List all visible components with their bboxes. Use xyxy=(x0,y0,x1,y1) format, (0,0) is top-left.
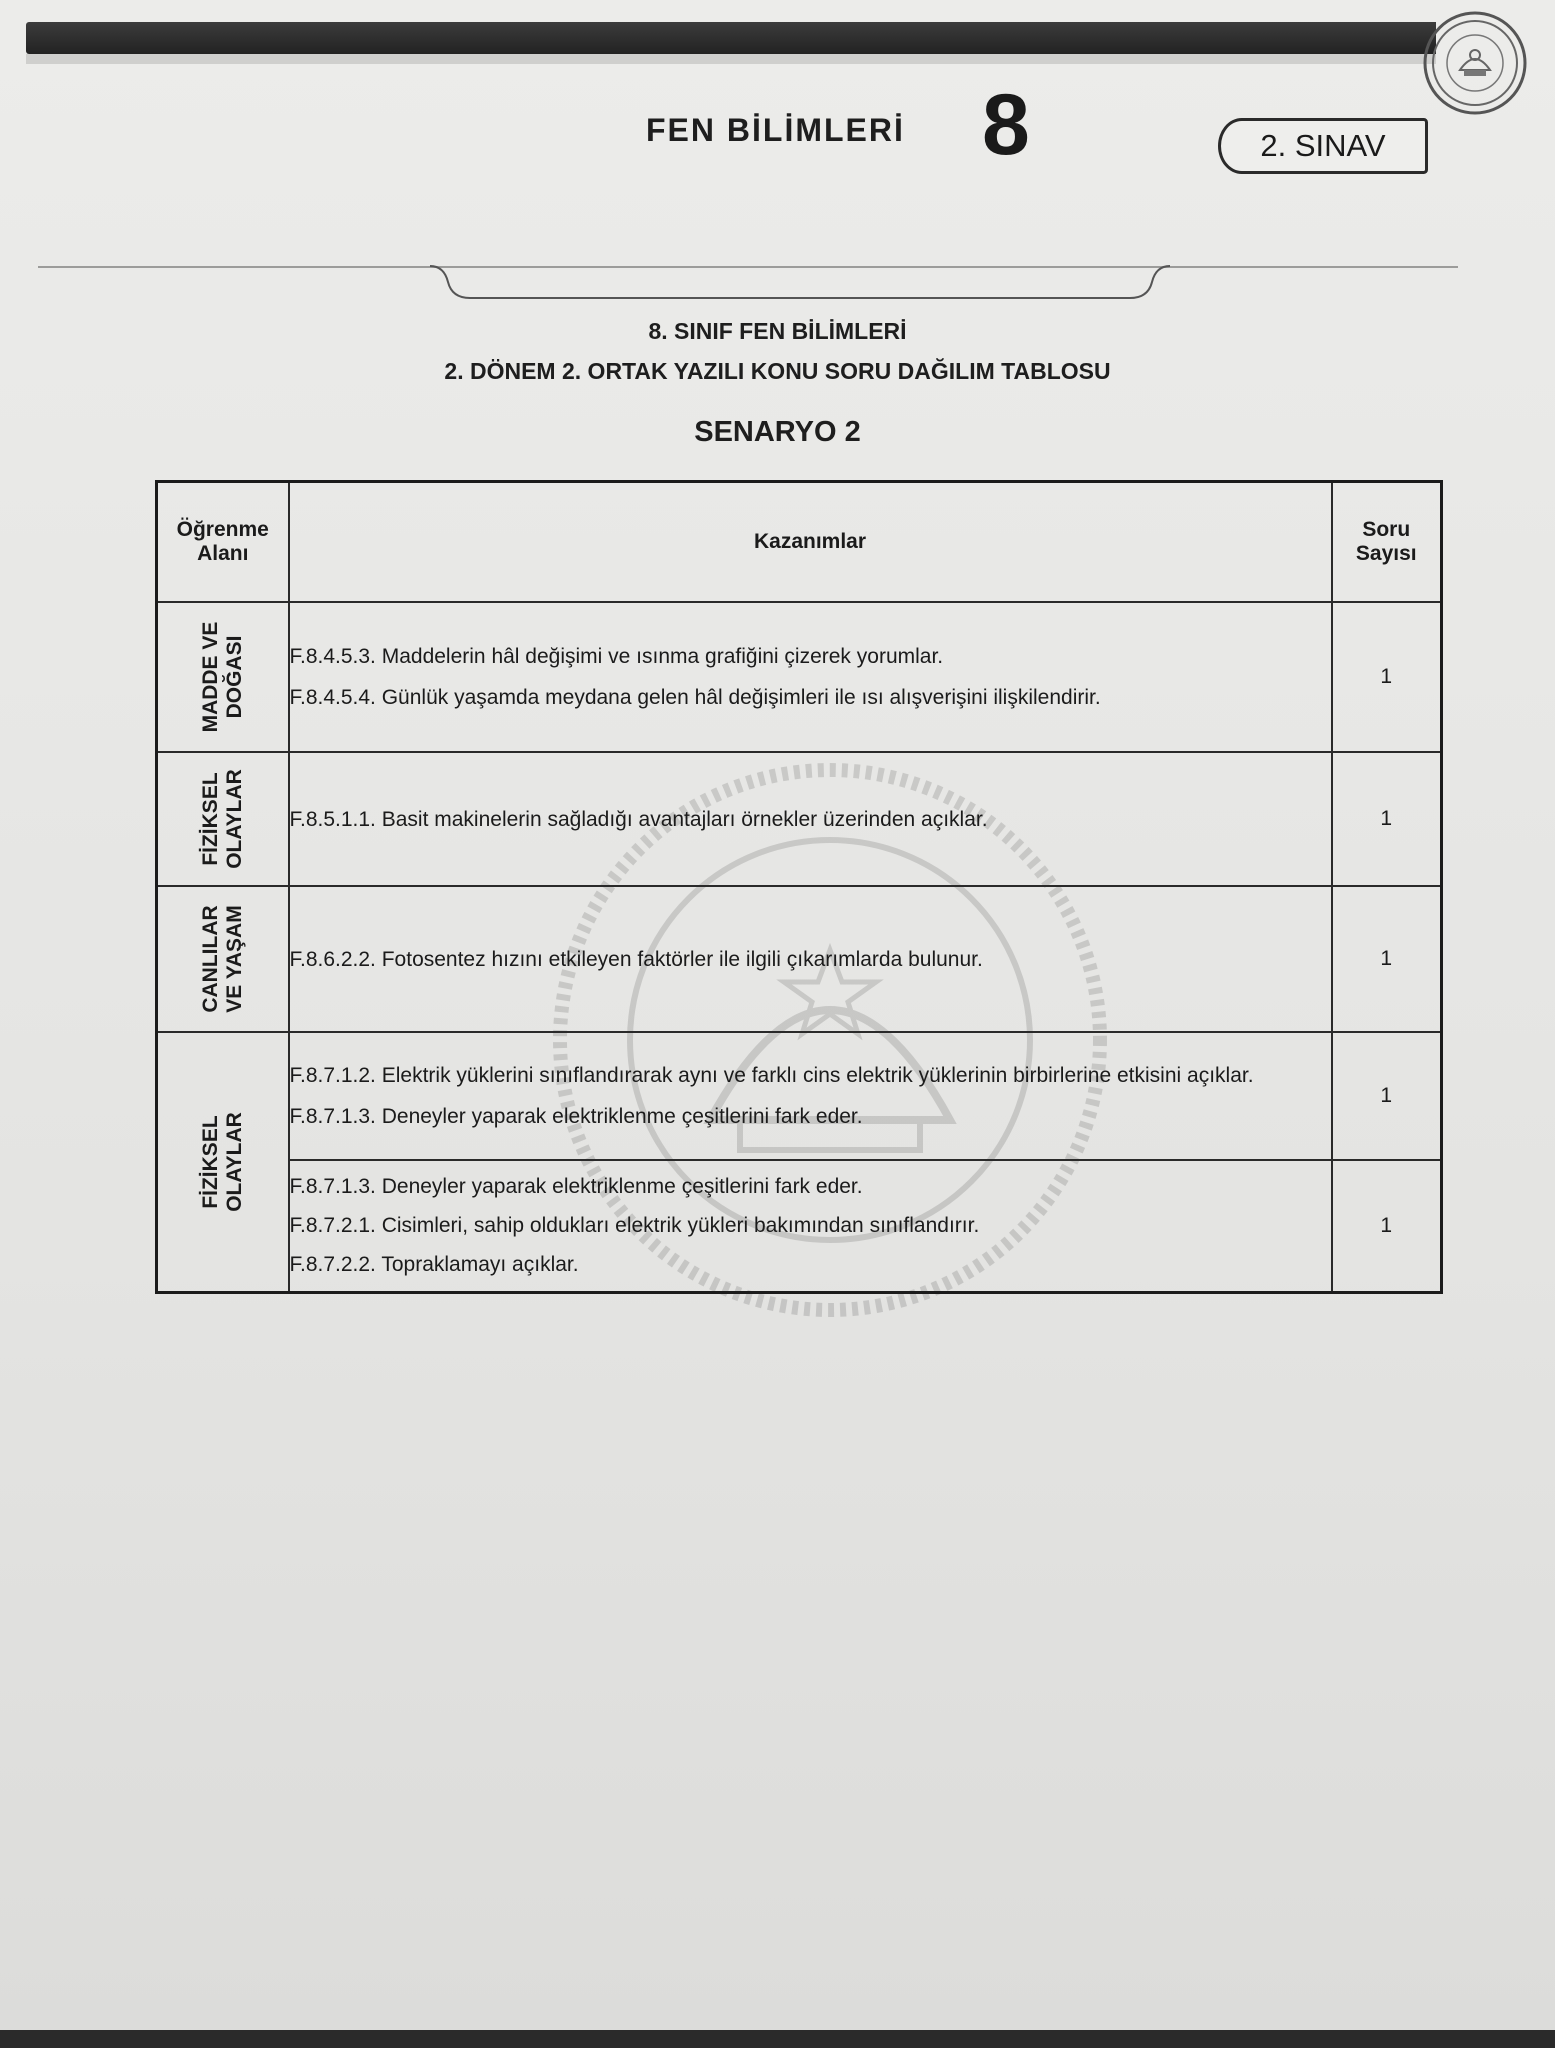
count-cell: 1 xyxy=(1332,1032,1442,1160)
area-cell xyxy=(157,1032,289,1292)
table-row xyxy=(157,1032,1442,1160)
subject-title: FEN BİLİMLERİ xyxy=(646,112,905,148)
divider-tab-shape xyxy=(430,262,1170,302)
outcome-item: F.8.7.2.1. Cisimleri, sahip oldukları elektrik yükleri bakımından sınıflandırır. xyxy=(289,1214,980,1238)
table-row xyxy=(157,602,1442,752)
table-row xyxy=(157,886,1442,1032)
outcomes-cell xyxy=(289,602,1332,752)
table-row xyxy=(157,752,1442,886)
table-row xyxy=(157,1160,1442,1292)
table-header-row xyxy=(157,482,1442,603)
area-cell xyxy=(157,602,289,752)
outcomes-cell xyxy=(289,1032,1332,1160)
outcome-item: F.8.7.1.3. Deneyler yaparak elektriklenme çeşitlerini fark eder. xyxy=(289,1175,863,1199)
count-cell: 1 xyxy=(1332,752,1442,886)
outcome-item: F.8.6.2.2. Fotosentez hızını etkileyen faktörler ile ilgili çıkarımlarda bulunur. xyxy=(289,947,983,971)
top-dark-band xyxy=(26,22,1436,54)
top-light-band xyxy=(26,54,1436,64)
outcome-item: F.8.7.1.2. Elektrik yüklerini sınıflandırarak aynı ve farklı cins elektrik yüklerinin birbirlerine etkisini açıklar. xyxy=(289,1064,1254,1087)
outcome-item: F.8.7.1.3. Deneyler yaparak elektriklenme çeşitlerini fark eder. xyxy=(289,1105,863,1128)
outcomes-cell xyxy=(289,752,1332,886)
area-label: MADDE VE DOĞASI xyxy=(198,621,246,733)
outcome-item: F.8.4.5.3. Maddelerin hâl değişimi ve ısınma grafiğini çizerek yorumlar. xyxy=(289,645,944,668)
scenario-title: SENARYO 2 xyxy=(694,416,861,448)
area-cell xyxy=(157,752,289,886)
grade-number: 8 xyxy=(982,77,1030,173)
header-outcomes: Kazanımlar xyxy=(289,482,1332,603)
header-area: Öğrenme Alanı xyxy=(157,482,289,603)
table-title: 2. DÖNEM 2. ORTAK YAZILI KONU SORU DAĞILIM TABLOSU xyxy=(444,358,1111,384)
topic-distribution-table xyxy=(155,480,1443,1294)
area-label: FİZİKSEL OLAYLAR xyxy=(198,769,246,869)
bottom-dark-band xyxy=(0,2030,1555,2048)
count-cell: 1 xyxy=(1332,1160,1442,1292)
area-label: CANLILAR VE YAŞAM xyxy=(198,905,246,1013)
outcome-item: F.8.7.2.2. Topraklamayı açıklar. xyxy=(289,1253,579,1277)
outcome-item: F.8.5.1.1. Basit makinelerin sağladığı avantajları örnekler üzerinden açıklar. xyxy=(289,807,988,831)
class-title: 8. SINIF FEN BİLİMLERİ xyxy=(648,318,907,344)
header-count: Soru Sayısı xyxy=(1332,482,1442,603)
exam-badge: 2. SINAV xyxy=(1218,118,1428,174)
count-cell: 1 xyxy=(1332,886,1442,1032)
outcomes-cell xyxy=(289,1160,1332,1292)
outcomes-cell xyxy=(289,886,1332,1032)
ministry-seal-icon xyxy=(1420,8,1530,118)
count-cell: 1 xyxy=(1332,602,1442,752)
area-label: FİZİKSEL OLAYLAR xyxy=(198,1111,246,1212)
outcome-item: F.8.4.5.4. Günlük yaşamda meydana gelen hâl değişimleri ile ısı alışverişini ilişkilendirir. xyxy=(289,686,1101,709)
area-cell xyxy=(157,886,289,1032)
